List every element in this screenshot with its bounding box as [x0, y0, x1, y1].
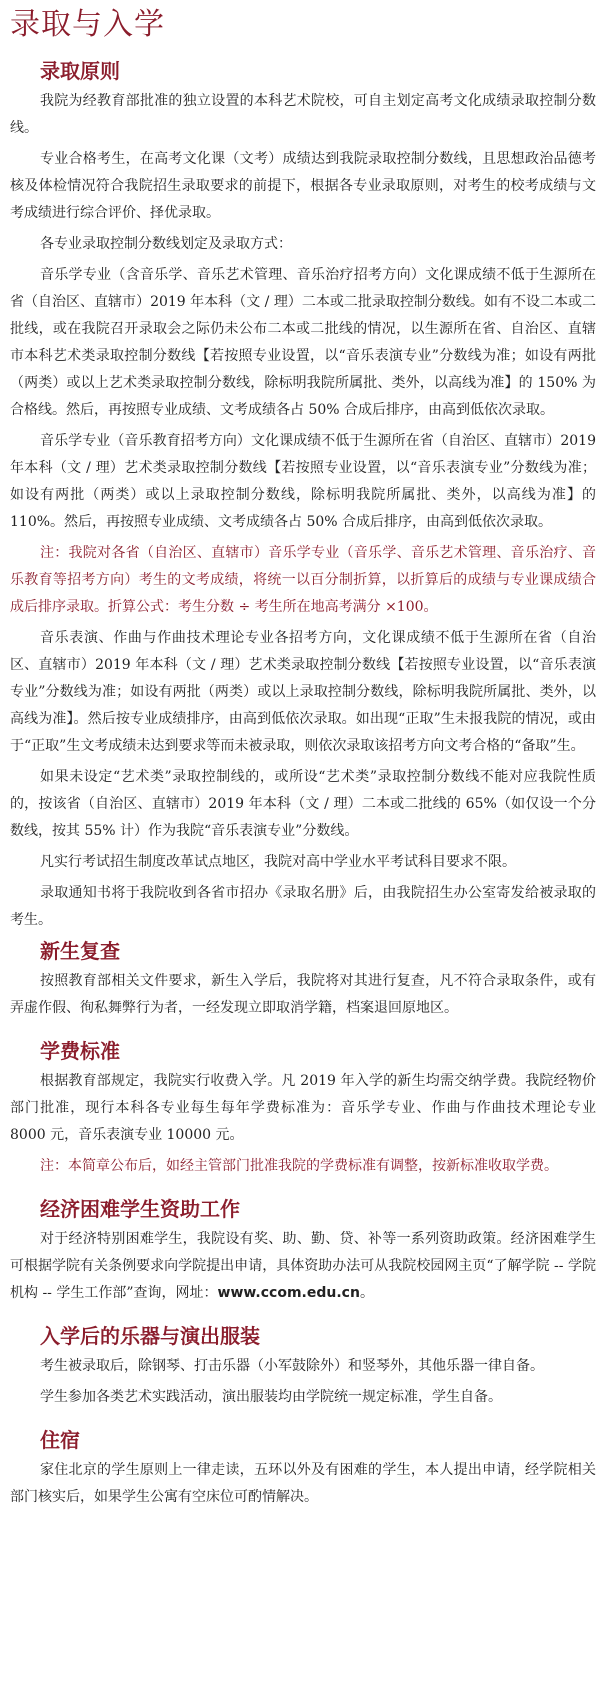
- paragraph: 凡实行考试招生制度改革试点地区，我院对高中学业水平考试科目要求不限。: [40, 854, 516, 870]
- section-admission-principles: [10, 58, 596, 934]
- section-heading: 入学后的乐器与演出服装: [40, 1324, 260, 1348]
- paragraph: 音乐学专业（音乐教育招考方向）文化课成绩不低于生源所在省（自治区、直辖市）2019 年本科（文 / 理）艺术类录取控制分数线【若按照专业设置，以“音乐表演专业”分数线为准；如设有两批（两类）或以上录取控制分数线，除标明我院所属批、类外，以高线为准】的 110%。然后，再按照专业成绩、文考成绩各占 50% 合成后排序，由高到低依次录取。: [10, 433, 596, 530]
- page-title: 录取与入学: [10, 7, 165, 42]
- paragraph: 如果未设定“艺术类”录取控制线的，或所设“艺术类”录取控制分数线不能对应我院性质的，按该省（自治区、直辖市）2019 年本科（文 / 理）二本或二批线的 65%（如仅设一个分数线，按其 55% 计）作为我院“音乐表演专业”分数线。: [10, 769, 596, 839]
- paragraph: 考生被录取后，除钢琴、打击乐器（小军鼓除外）和竖琴外，其他乐器一律自备。: [40, 1358, 544, 1374]
- paragraph: 我院为经教育部批准的独立设置的本科艺术院校，可自主划定高考文化成绩录取控制分数线。: [10, 93, 596, 136]
- period: 。: [359, 1285, 374, 1301]
- paragraph: 家住北京的学生原则上一律走读，五环以外及有困难的学生，本人提出申请，经学院相关部门核实后，如果学生公寓有空床位可酌情解决。: [10, 1462, 596, 1505]
- section-heading: 经济困难学生资助工作: [40, 1197, 240, 1221]
- section-tuition: [10, 1038, 596, 1180]
- section-heading: 新生复查: [40, 939, 120, 963]
- paragraph: 按照教育部相关文件要求，新生入学后，我院将对其进行复查，凡不符合录取条件，或有弄虚作假、徇私舞弊行为者，一经发现立即取消学籍，档案退回原地区。: [10, 973, 596, 1016]
- paragraph: 录取通知书将于我院收到各省市招办《录取名册》后，由我院招生办公室寄发给被录取的考生。: [10, 885, 596, 928]
- note-paragraph: 注：本简章公布后，如经主管部门批准我院的学费标准有调整，按新标准收取学费。: [40, 1158, 558, 1174]
- paragraph: 专业合格考生，在高考文化课（文考）成绩达到我院录取控制分数线，且思想政治品德考核及体检情况符合我院招生录取要求的前提下，根据各专业录取原则，对考生的校考成绩与文考成绩进行综合评价、择优录取。: [10, 151, 596, 221]
- aid-text: 对于经济特别困难学生，我院设有奖、助、勤、贷、补等一系列资助政策。经济困难学生可根据学院有关条例要求向学院提出申请，具体资助办法可从我院校园网主页“了解学院 -- 学院机构 -- 学生工作部”查询，网址：: [10, 1231, 596, 1301]
- section-heading: 住宿: [40, 1428, 80, 1452]
- paragraph: 学生参加各类艺术实践活动，演出服装均由学院统一规定标准，学生自备。: [40, 1389, 502, 1405]
- paragraph: 音乐学专业（含音乐学、音乐艺术管理、音乐治疗招考方向）文化课成绩不低于生源所在省（自治区、直辖市）2019 年本科（文 / 理）二本或二批录取控制分数线。如有不设二本或二批线，或在我院召开录取会之际仍未公布二本或二批线的情况，以生源所在省、自治区、直辖市本科艺术类录取控制分数线【若按照专业设置，以“音乐表演专业”分数线为准；如设有两批（两类）或以上艺术类录取控制分数线，除标明我院所属批、类外，以高线为准】的 150% 为合格线。然后，再按照专业成绩、文考成绩各占 50% 合成后排序，由高到低依次录取。: [10, 267, 596, 418]
- section-instruments-costumes: [10, 1323, 596, 1411]
- paragraph: 根据教育部规定，我院实行收费入学。凡 2019 年入学的新生均需交纳学费。我院经物价部门批准，现行本科各专业每生每年学费标准为：音乐学专业、作曲与作曲技术理论专业 8000 元，音乐表演专业 10000 元。: [10, 1073, 596, 1143]
- website-link[interactable]: www.ccom.edu.cn: [217, 1285, 360, 1301]
- section-financial-aid: [10, 1196, 596, 1307]
- section-review: [10, 938, 596, 1022]
- section-heading: 录取原则: [40, 59, 120, 83]
- paragraph: 各专业录取控制分数线划定及录取方式：: [40, 236, 292, 252]
- section-heading: 学费标准: [40, 1039, 120, 1063]
- section-accommodation: [10, 1427, 596, 1511]
- paragraph: [10, 1226, 596, 1307]
- note-paragraph: 注：我院对各省（自治区、直辖市）音乐学专业（音乐学、音乐艺术管理、音乐治疗、音乐教育等招考方向）考生的文考成绩，将统一以百分制折算，以折算后的成绩与专业课成绩合成后排序录取。折算公式：考生分数 ÷ 考生所在地高考满分 ×100。: [10, 545, 596, 615]
- paragraph: 音乐表演、作曲与作曲技术理论专业各招考方向，文化课成绩不低于生源所在省（自治区、直辖市）2019 年本科（文 / 理）艺术类录取控制分数线【若按照专业设置，以“音乐表演专业”分数线为准；如设有两批（两类）或以上录取控制分数线，除标明我院所属批、类外，以高线为准】。然后按专业成绩排序，由高到低依次录取。如出现“正取”生未报我院的情况，或由于“正取”生文考成绩未达到要求等而未被录取，则依次录取该招考方向文考合格的“备取”生。: [10, 630, 596, 754]
